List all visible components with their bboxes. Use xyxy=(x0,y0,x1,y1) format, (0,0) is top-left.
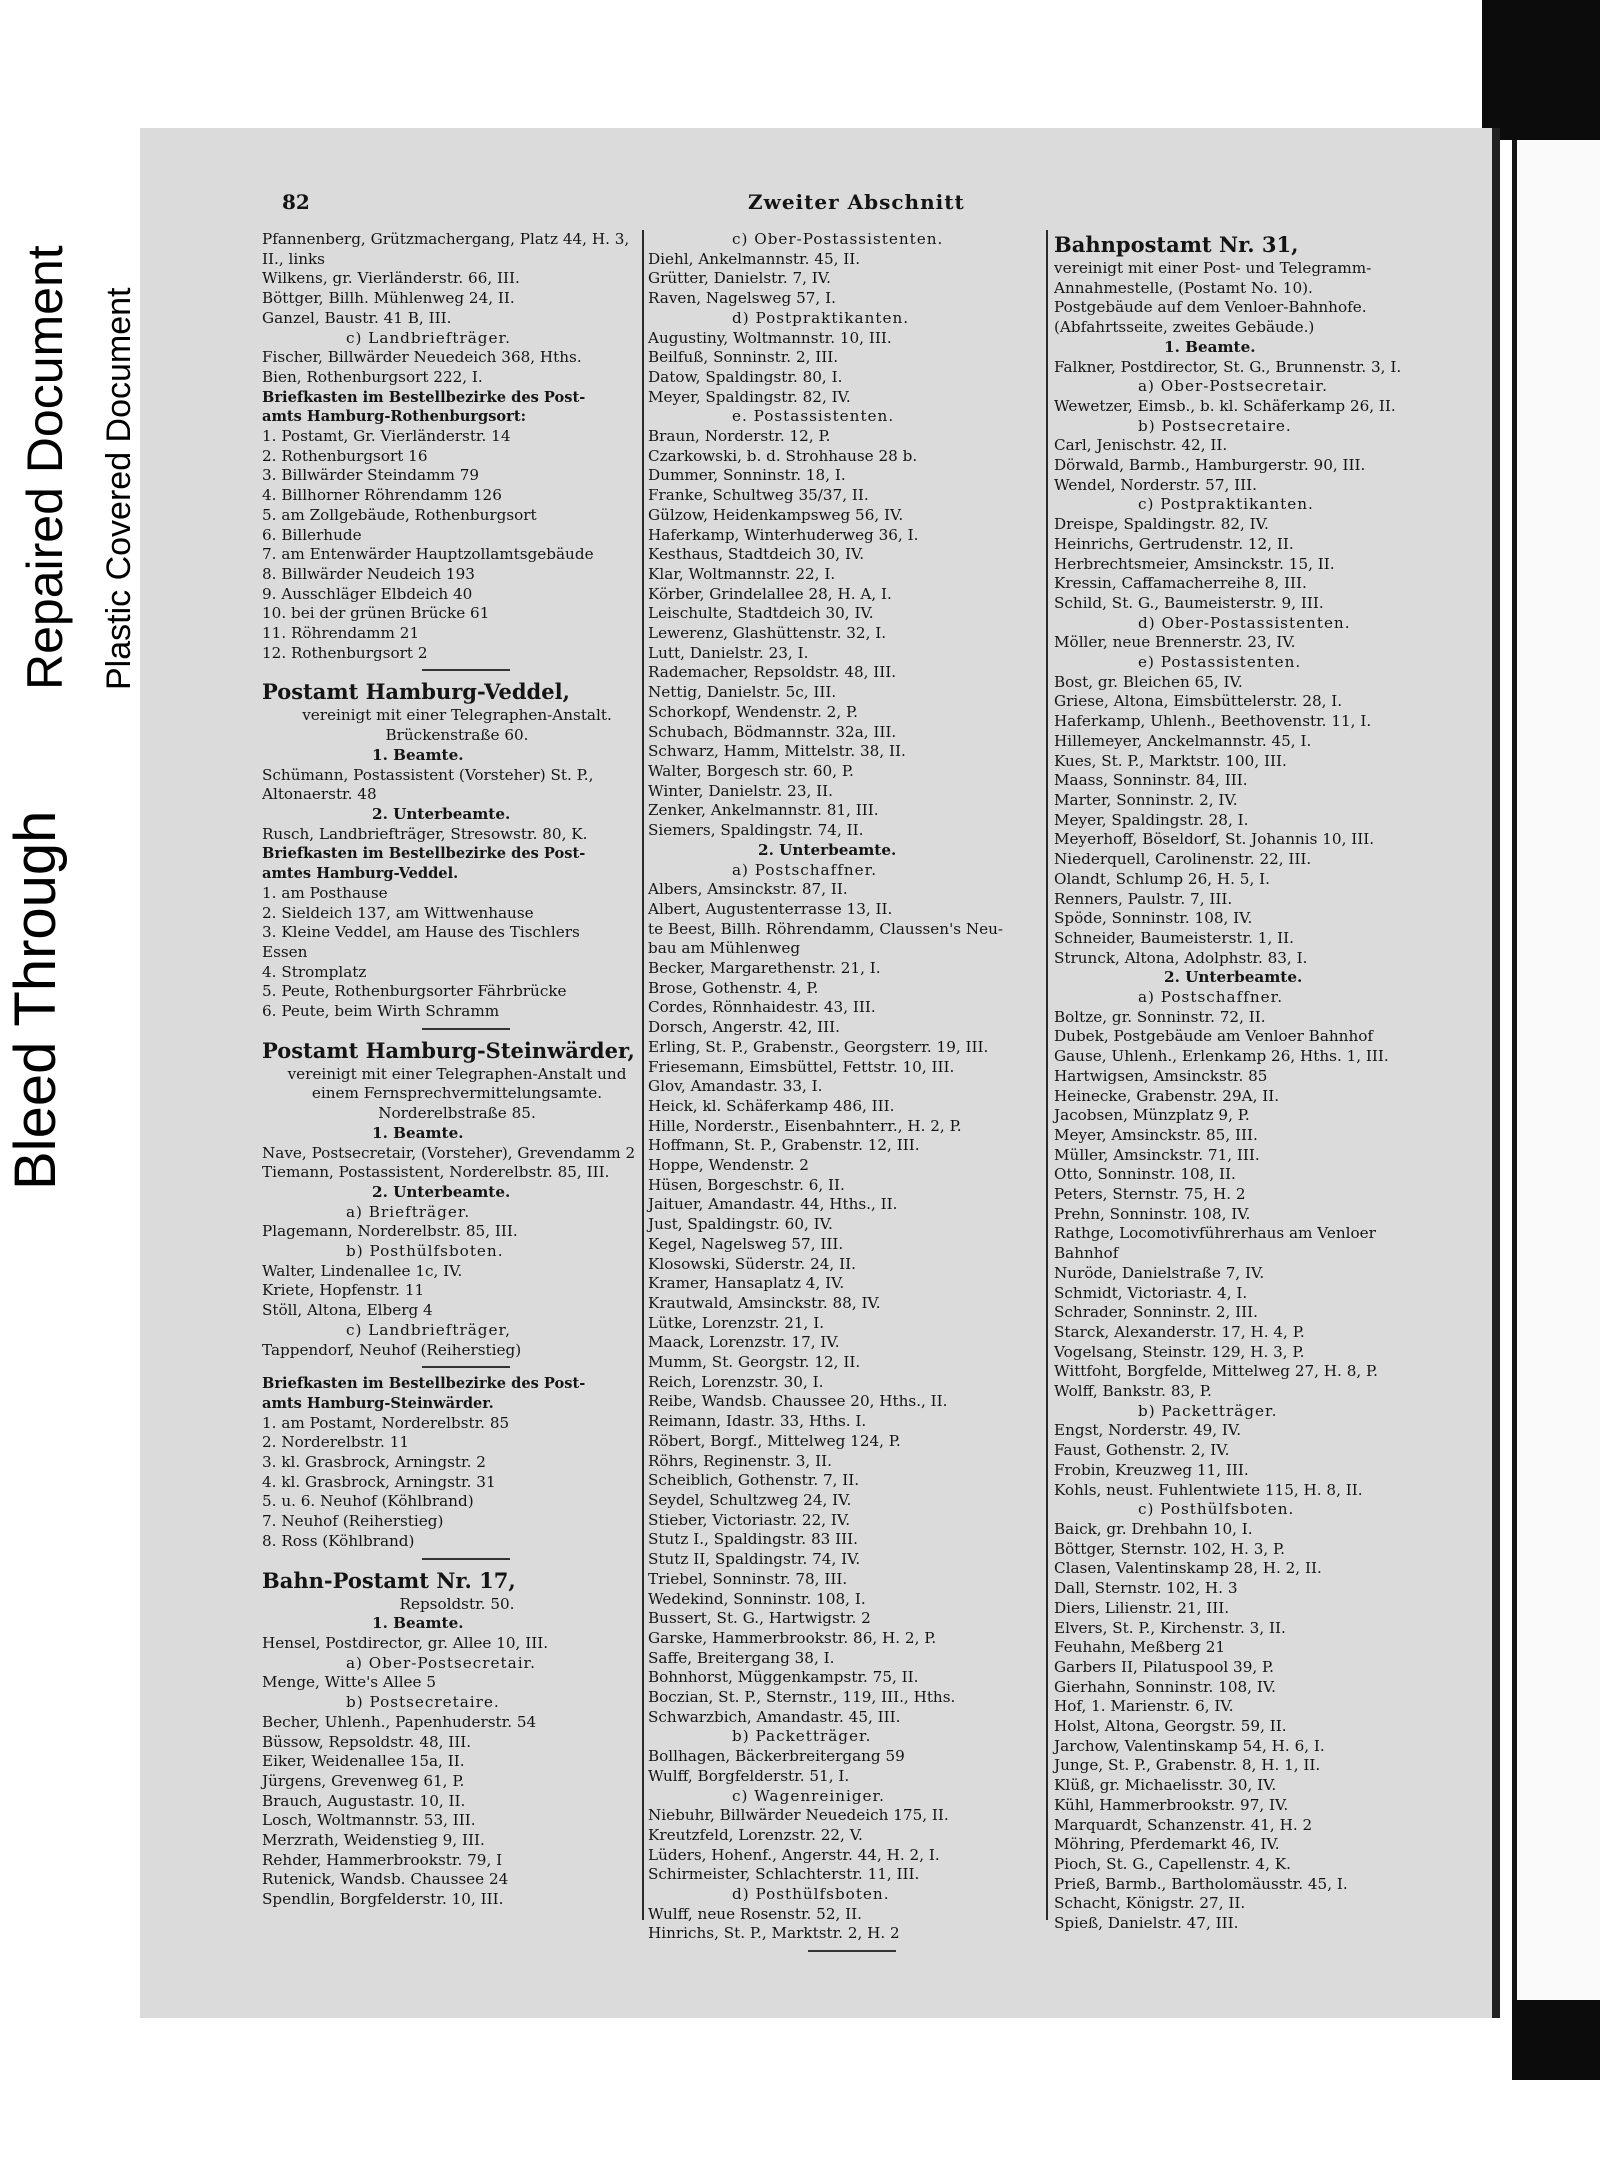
entry-line: Raven, Nagelsweg 57, I. xyxy=(648,289,836,308)
entry-line: Hartwigsen, Amsinckstr. 85 xyxy=(1054,1066,1268,1085)
entry-line: Wewetzer, Eimsb., b. kl. Schäferkamp 26, II. xyxy=(1054,396,1396,415)
entry-line: Triebel, Sonninstr. 78, III. xyxy=(648,1569,848,1588)
entry-line: II., links xyxy=(262,249,325,268)
entry-line: Datow, Spaldingstr. 80, I. xyxy=(648,367,843,386)
subsection-heading: b) Posthülfsboten. xyxy=(346,1242,504,1261)
entry-line: Franke, Schultweg 35/37, II. xyxy=(648,486,869,505)
entry-line: Peters, Sternstr. 75, H. 2 xyxy=(1054,1185,1246,1204)
entry-line: Cordes, Rönnhaidestr. 43, III. xyxy=(648,998,876,1017)
subsection-heading: a) Ober-Postsecretair. xyxy=(346,1653,536,1672)
entry-line: Grütter, Danielstr. 7, IV. xyxy=(648,269,831,288)
entry-line: Dreispe, Spaldingstr. 82, IV. xyxy=(1054,515,1269,534)
entry-line: 3. kl. Grasbrock, Arningstr. 2 xyxy=(262,1453,486,1472)
entry-line: Jacobsen, Münzplatz 9, P. xyxy=(1054,1106,1250,1125)
entry-line: Boczian, St. P., Sternstr., 119, III., Hths. xyxy=(648,1688,956,1707)
section-divider xyxy=(422,669,510,671)
subsection-heading: c) Posthülfsboten. xyxy=(1138,1500,1295,1519)
entry-line: Strunck, Altona, Adolphstr. 83, I. xyxy=(1054,948,1308,967)
subsection-heading: b) Postsecretaire. xyxy=(1138,416,1292,435)
subsection-heading: a) Briefträger. xyxy=(346,1202,471,1221)
entry-line: Glov, Amandastr. 33, I. xyxy=(648,1077,823,1096)
entry-line: Niebuhr, Billwärder Neuedeich 175, II. xyxy=(648,1806,949,1825)
entry-line: Rehder, Hammerbrookstr. 79, I xyxy=(262,1850,503,1869)
entry-line: Bollhagen, Bäckerbreitergang 59 xyxy=(648,1747,905,1766)
entry-line: Büssow, Repsoldstr. 48, III. xyxy=(262,1732,472,1751)
entry-line: Schmidt, Victoriastr. 4, I. xyxy=(1054,1283,1248,1302)
entry-line: Spendlin, Borgfelderstr. 10, III. xyxy=(262,1890,504,1909)
entry-line: 8. Ross (Köhlbrand) xyxy=(262,1531,415,1550)
entry-line: Kressin, Caffamacherreihe 8, III. xyxy=(1054,574,1307,593)
entry-line: Dall, Sternstr. 102, H. 3 xyxy=(1054,1579,1238,1598)
entry-line: Bussert, St. G., Hartwigstr. 2 xyxy=(648,1609,871,1628)
entry-line: Schubach, Bödmannstr. 32a, III. xyxy=(648,722,897,741)
entry-line: Prieß, Barmb., Bartholomäusstr. 45, I. xyxy=(1054,1874,1348,1893)
entry-line: 6. Peute, beim Wirth Schramm xyxy=(262,1002,500,1021)
entry-line: Pioch, St. G., Capellenstr. 4, K. xyxy=(1054,1854,1291,1873)
entry-line: Czarkowski, b. d. Strohhause 28 b. xyxy=(648,446,918,465)
entry-line: Diehl, Ankelmannstr. 45, II. xyxy=(648,249,861,268)
entry-line: 3. Kleine Veddel, am Hause des Tischlers xyxy=(262,923,580,942)
letterbox-heading: Briefkasten im Bestellbezirke des Post- xyxy=(262,845,586,863)
entry-line: bau am Mühlenweg xyxy=(648,939,801,958)
entry-line: Becker, Margarethenstr. 21, I. xyxy=(648,959,881,978)
entry-line: Hille, Norderstr., Eisenbahnterr., H. 2, P. xyxy=(648,1116,962,1135)
entry-line: Schrader, Sonninstr. 2, III. xyxy=(1054,1303,1258,1322)
section-heading: 1. Beamte. xyxy=(372,745,464,764)
subsection-heading: c) Postpraktikanten. xyxy=(1138,495,1314,514)
entry-line: Erling, St. P., Grabenstr., Georgsterr. 19, III. xyxy=(648,1037,989,1056)
entry-line: Wulff, Borgfelderstr. 51, I. xyxy=(648,1766,850,1785)
entry-line: Becher, Uhlenh., Papenhuderstr. 54 xyxy=(262,1712,537,1731)
subsection-heading: d) Postpraktikanten. xyxy=(732,308,910,327)
entry-line: Klar, Woltmannstr. 22, I. xyxy=(648,564,836,583)
entry-line: Wilkens, gr. Vierländerstr. 66, III. xyxy=(262,269,520,288)
section-note: vereinigt mit einer Telegraphen-Anstalt und xyxy=(287,1064,627,1083)
subsection-heading: a) Ober-Postsecretair. xyxy=(1138,377,1328,396)
section-heading: 1. Beamte. xyxy=(372,1123,464,1142)
entry-line: Diers, Lilienstr. 21, III. xyxy=(1054,1598,1230,1617)
entry-line: Möhring, Pferdemarkt 46, IV. xyxy=(1054,1835,1280,1854)
entry-line: Bahnhof xyxy=(1054,1244,1119,1263)
subsection-heading: d) Posthülfsboten. xyxy=(732,1885,890,1904)
entry-line: Faust, Gothenstr. 2, IV. xyxy=(1054,1441,1230,1460)
entry-line: Reimann, Idastr. 33, Hths. I. xyxy=(648,1412,867,1431)
entry-line: Marter, Sonninstr. 2, IV. xyxy=(1054,790,1238,809)
subsection-heading: b) Packetträger. xyxy=(1138,1401,1278,1420)
entry-line: Eiker, Weidenallee 15a, II. xyxy=(262,1752,465,1771)
entry-line: 12. Rothenburgsort 2 xyxy=(262,643,428,662)
entry-line: Griese, Altona, Eimsbüttelerstr. 28, I. xyxy=(1054,692,1343,711)
entry-line: Schild, St. G., Baumeisterstr. 9, III. xyxy=(1054,593,1324,612)
label-plastic-covered-document: Plastic Covered Document xyxy=(100,287,138,690)
entry-line: Kohls, neust. Fuhlentwiete 115, H. 8, II. xyxy=(1054,1480,1363,1499)
entry-line: Annahmestelle, (Postamt No. 10). xyxy=(1054,278,1313,297)
subsection-heading: a) Postschaffner. xyxy=(732,860,878,879)
entry-line: vereinigt mit einer Post- und Telegramm- xyxy=(1054,259,1372,277)
entry-line: Hinrichs, St. P., Marktstr. 2, H. 2 xyxy=(648,1924,900,1943)
entry-line: Hoppe, Wendenstr. 2 xyxy=(648,1156,809,1175)
entry-line: Menge, Witte's Allee 5 xyxy=(262,1673,437,1692)
entry-line: Clasen, Valentinskamp 28, H. 2, II. xyxy=(1054,1559,1322,1578)
entry-line: Gülzow, Heidenkampsweg 56, IV. xyxy=(648,505,904,524)
section-title: Postamt Hamburg-Steinwärder, xyxy=(262,1037,635,1063)
entry-line: Leischulte, Stadtdeich 30, IV. xyxy=(648,604,874,623)
entry-line: Pfannenberg, Grützmachergang, Platz 44, H. 3, xyxy=(262,230,630,248)
entry-line: Elvers, St. P., Kirchenstr. 3, II. xyxy=(1054,1618,1286,1637)
entry-line: Bost, gr. Bleichen 65, IV. xyxy=(1054,672,1243,691)
entry-line: Merzrath, Weidenstieg 9, III. xyxy=(262,1831,485,1850)
scanner-edge-top xyxy=(1482,0,1600,140)
label-bleed-through: Bleed Through xyxy=(3,810,68,1190)
entry-line: Haferkamp, Winterhuderweg 36, I. xyxy=(648,525,919,544)
entry-line: 3. Billwärder Steindamm 79 xyxy=(262,466,480,485)
letterbox-heading: amts Hamburg-Rothenburgsort: xyxy=(262,408,526,426)
section-note: einem Fernsprechvermittelungsamte. xyxy=(311,1084,603,1103)
section-heading: 2. Unterbeamte. xyxy=(372,804,511,823)
entry-line: 1. Postamt, Gr. Vierländerstr. 14 xyxy=(262,427,511,446)
entry-line: Bohnhorst, Müggenkampstr. 75, II. xyxy=(648,1668,919,1687)
section-note: Repsoldstr. 50. xyxy=(399,1594,515,1613)
entry-line: Stutz II, Spaldingstr. 74, IV. xyxy=(648,1550,861,1569)
subsection-heading: e) Postassistenten. xyxy=(1138,653,1302,672)
entry-line: Möller, neue Brennerstr. 23, IV. xyxy=(1054,633,1296,652)
entry-line: Postgebäude auf dem Venloer-Bahnhofe. xyxy=(1054,298,1367,317)
entry-line: Jarchow, Valentinskamp 54, H. 6, I. xyxy=(1054,1736,1325,1755)
entry-line: Just, Spaldingstr. 60, IV. xyxy=(648,1215,833,1234)
entry-line: Renners, Paulstr. 7, III. xyxy=(1054,889,1233,908)
entry-line: Kues, St. P., Marktstr. 100, III. xyxy=(1054,751,1287,770)
entry-line: 4. kl. Grasbrock, Arningstr. 31 xyxy=(262,1472,496,1491)
entry-line: Meyerhoff, Böseldorf, St. Johannis 10, III. xyxy=(1054,830,1375,849)
letterbox-heading: Briefkasten im Bestellbezirke des Post- xyxy=(262,388,586,406)
subsection-heading: b) Postsecretaire. xyxy=(346,1693,500,1712)
entry-line: Meyer, Amsinckstr. 85, III. xyxy=(1054,1125,1258,1144)
entry-line: Hoffmann, St. P., Grabenstr. 12, III. xyxy=(648,1136,920,1155)
entry-line: Niederquell, Carolinenstr. 22, III. xyxy=(1054,850,1312,869)
entry-line: Marquardt, Schanzenstr. 41, H. 2 xyxy=(1054,1815,1313,1834)
entry-line: Augustiny, Woltmannstr. 10, III. xyxy=(648,328,892,347)
subsection-heading: c) Landbriefträger, xyxy=(346,1320,511,1339)
column-3 xyxy=(1054,230,1574,1934)
subsection-heading: d) Ober-Postassistenten. xyxy=(1138,613,1351,632)
entry-line: Reich, Lorenzstr. 30, I. xyxy=(648,1372,824,1391)
section-heading: 2. Unterbeamte. xyxy=(758,840,897,859)
entry-line: Hof, 1. Marienstr. 6, IV. xyxy=(1054,1697,1234,1716)
subsection-heading: a) Postschaffner. xyxy=(1138,988,1284,1007)
entry-line: Walter, Borgesch str. 60, P. xyxy=(648,761,854,780)
subsection-heading: b) Packetträger. xyxy=(732,1727,872,1746)
entry-line: Lüders, Hohenf., Angerstr. 44, H. 2, I. xyxy=(648,1845,940,1864)
entry-line: Stieber, Victoriastr. 22, IV. xyxy=(648,1510,851,1529)
entry-line: Bien, Rothenburgsort 222, I. xyxy=(262,367,483,386)
entry-line: Heinecke, Grabenstr. 29A, II. xyxy=(1054,1086,1280,1105)
entry-line: 10. bei der grünen Brücke 61 xyxy=(262,604,490,623)
entry-line: Schirmeister, Schlachterstr. 11, III. xyxy=(648,1865,920,1884)
entry-line: Schneider, Baumeisterstr. 1, II. xyxy=(1054,928,1294,947)
entry-line: 5. Peute, Rothenburgsorter Fährbrücke xyxy=(262,982,567,1001)
entry-line: Kramer, Hansaplatz 4, IV. xyxy=(648,1274,845,1293)
entry-line: Wolff, Bankstr. 83, P. xyxy=(1054,1382,1212,1401)
entry-line: Stöll, Altona, Elberg 4 xyxy=(262,1301,433,1320)
document-page xyxy=(140,128,1500,2018)
entry-line: Otto, Sonninstr. 108, II. xyxy=(1054,1165,1236,1184)
subsection-heading: c) Landbriefträger. xyxy=(346,328,511,347)
entry-line: Fischer, Billwärder Neuedeich 368, Hths. xyxy=(262,348,582,367)
entry-line: Saffe, Breitergang 38, I. xyxy=(648,1648,835,1667)
entry-line: Spieß, Danielstr. 47, III. xyxy=(1054,1914,1239,1933)
entry-line: 1. am Posthause xyxy=(262,883,388,902)
entry-line: Kegel, Nagelsweg 57, III. xyxy=(648,1234,844,1253)
entry-line: 6. Billerhude xyxy=(262,525,362,544)
entry-line: 1. am Postamt, Norderelbstr. 85 xyxy=(262,1413,510,1432)
subsection-heading: c) Wagenreiniger. xyxy=(732,1786,885,1805)
letterbox-heading: amtes Hamburg-Veddel. xyxy=(262,865,459,883)
entry-line: Rutenick, Wandsb. Chaussee 24 xyxy=(262,1870,509,1889)
entry-line: Müller, Amsinckstr. 71, III. xyxy=(1054,1145,1260,1164)
entry-line: 7. am Entenwärder Hauptzollamtsgebäude xyxy=(262,545,594,564)
entry-line: Lütke, Lorenzstr. 21, I. xyxy=(648,1313,825,1332)
entry-line: Friesemann, Eimsbüttel, Fettstr. 10, III. xyxy=(648,1057,955,1076)
entry-line: 11. Röhrendamm 21 xyxy=(262,624,420,643)
entry-line: Brose, Gothenstr. 4, P. xyxy=(648,978,819,997)
entry-line: Meyer, Spaldingstr. 28, I. xyxy=(1054,810,1249,829)
section-note: Norderelbstraße 85. xyxy=(378,1104,536,1123)
entry-line: Heick, kl. Schäferkamp 486, III. xyxy=(648,1096,895,1115)
section-note: vereinigt mit einer Telegraphen-Anstalt. xyxy=(302,706,612,725)
entry-line: Dorsch, Angerstr. 42, III. xyxy=(648,1018,840,1037)
entry-line: Ganzel, Baustr. 41 B, III. xyxy=(262,308,452,327)
entry-line: Seydel, Schultzweg 24, IV. xyxy=(648,1491,852,1509)
entry-line: Körber, Grindelallee 28, H. A, I. xyxy=(648,584,892,603)
entry-line: Winter, Danielstr. 23, II. xyxy=(648,781,833,800)
entry-line: Siemers, Spaldingstr. 74, II. xyxy=(648,821,864,840)
entry-line: Meyer, Spaldingstr. 82, IV. xyxy=(648,387,851,406)
entry-line: 2. Norderelbstr. 11 xyxy=(262,1433,410,1452)
entry-line: Garske, Hammerbrookstr. 86, H. 2, P. xyxy=(648,1628,937,1647)
entry-line: Starck, Alexanderstr. 17, H. 4, P. xyxy=(1054,1322,1305,1341)
entry-line: Zenker, Ankelmannstr. 81, III. xyxy=(648,801,879,820)
entry-line: Heinrichs, Gertrudenstr. 12, II. xyxy=(1054,534,1294,553)
entry-line: Böttger, Sternstr. 102, H. 3, P. xyxy=(1054,1539,1285,1558)
entry-line: Lutt, Danielstr. 23, I. xyxy=(648,643,809,662)
entry-line: Scheiblich, Gothenstr. 7, II. xyxy=(648,1471,860,1490)
entry-line: 8. Billwärder Neudeich 193 xyxy=(262,564,475,583)
entry-line: Maack, Lorenzstr. 17, IV. xyxy=(648,1333,840,1352)
entry-line: Tiemann, Postassistent, Norderelbstr. 85, III. xyxy=(262,1163,610,1182)
entry-line: Gause, Uhlenh., Erlenkamp 26, Hths. 1, III. xyxy=(1054,1047,1389,1066)
entry-line: Herbrechtsmeier, Amsinckstr. 15, II. xyxy=(1054,554,1335,573)
entry-line: Nettig, Danielstr. 5c, III. xyxy=(648,683,837,702)
entry-line: Haferkamp, Uhlenh., Beethovenstr. 11, I. xyxy=(1054,712,1372,731)
entry-line: Dubek, Postgebäude am Venloer Bahnhof xyxy=(1054,1027,1374,1046)
entry-line: Jaituer, Amandastr. 44, Hths., II. xyxy=(648,1195,898,1214)
entry-line: Hüsen, Borgeschstr. 6, II. xyxy=(648,1175,845,1194)
entry-line: Tappendorf, Neuhof (Reiherstieg) xyxy=(262,1340,522,1359)
label-repaired-document: Repaired Document xyxy=(17,245,73,690)
entry-line: Kesthaus, Stadtdeich 30, IV. xyxy=(648,545,865,564)
entry-line: Losch, Woltmannstr. 53, III. xyxy=(262,1811,476,1830)
entry-line: 4. Billhorner Röhrendamm 126 xyxy=(262,486,502,505)
section-heading: 1. Beamte. xyxy=(1164,337,1256,356)
entry-line: Engst, Norderstr. 49, IV. xyxy=(1054,1421,1242,1440)
entry-line: Junge, St. P., Grabenstr. 8, H. 1, II. xyxy=(1054,1756,1321,1775)
running-title: Zweiter Abschnitt xyxy=(748,190,965,214)
entry-line: 2. Rothenburgsort 16 xyxy=(262,446,428,465)
section-title: Bahn-Postamt Nr. 17, xyxy=(262,1567,516,1593)
entry-line: Garbers II, Pilatuspool 39, P. xyxy=(1054,1657,1275,1676)
entry-line: Hensel, Postdirector, gr. Allee 10, III. xyxy=(262,1634,549,1652)
section-divider xyxy=(422,1366,510,1368)
entry-line: Brauch, Augustastr. 10, II. xyxy=(262,1791,466,1810)
section-heading: 2. Unterbeamte. xyxy=(372,1182,511,1201)
section-heading: 1. Beamte. xyxy=(372,1614,464,1633)
entry-line: Walter, Lindenallee 1c, IV. xyxy=(262,1261,463,1280)
entry-line: Reibe, Wandsb. Chaussee 20, Hths., II. xyxy=(648,1392,948,1411)
letterbox-heading: amts Hamburg-Steinwärder. xyxy=(262,1394,494,1412)
entry-line: (Abfahrtsseite, zweites Gebäude.) xyxy=(1054,318,1315,337)
section-title: Postamt Hamburg-Veddel, xyxy=(262,679,570,705)
entry-line: Klüß, gr. Michaelisstr. 30, IV. xyxy=(1054,1776,1277,1795)
entry-line: Wedekind, Sonninstr. 108, I. xyxy=(648,1589,866,1608)
entry-line: Rademacher, Repsoldstr. 48, III. xyxy=(648,663,897,682)
entry-line: Carl, Jenischstr. 42, II. xyxy=(1054,436,1228,455)
entry-line: Spöde, Sonninstr. 108, IV. xyxy=(1054,909,1253,928)
entry-line: Krautwald, Amsinckstr. 88, IV. xyxy=(648,1293,881,1312)
side-labels xyxy=(0,0,160,1200)
entry-line: Kriete, Hopfenstr. 11 xyxy=(262,1281,425,1300)
entry-line: 2. Sieldeich 137, am Wittwenhause xyxy=(262,903,534,922)
entry-line: Albert, Augustenterrasse 13, II. xyxy=(648,899,893,918)
entry-line: Maass, Sonninstr. 84, III. xyxy=(1054,771,1248,790)
entry-line: Klosowski, Süderstr. 24, II. xyxy=(648,1254,856,1273)
entry-line: Nuröde, Danielstraße 7, IV. xyxy=(1054,1263,1265,1282)
entry-line: Feuhahn, Meßberg 21 xyxy=(1054,1638,1226,1657)
entry-line: Altonaerstr. 48 xyxy=(262,785,377,804)
entry-line: Kühl, Hammerbrookstr. 97, IV. xyxy=(1054,1795,1289,1814)
entry-line: Schacht, Königstr. 27, II. xyxy=(1054,1894,1246,1913)
section-note: Brückenstraße 60. xyxy=(385,726,529,745)
entry-line: Baick, gr. Drehbahn 10, I. xyxy=(1054,1520,1253,1538)
entry-line: Holst, Altona, Georgstr. 59, II. xyxy=(1054,1717,1287,1736)
entry-line: 5. am Zollgebäude, Rothenburgsort xyxy=(262,505,537,524)
entry-line: Dummer, Sonninstr. 18, I. xyxy=(648,466,846,485)
entry-line: Schwarz, Hamm, Mittelstr. 38, II. xyxy=(648,742,906,761)
entry-line: Rusch, Landbriefträger, Stresowstr. 80, K. xyxy=(262,824,588,843)
entry-line: Schorkopf, Wendenstr. 2, P. xyxy=(648,702,858,721)
entry-line: Braun, Norderstr. 12, P. xyxy=(648,427,831,446)
entry-line: Schwarzbich, Amandastr. 45, III. xyxy=(648,1707,901,1726)
entry-line: Kreutzfeld, Lorenzstr. 22, V. xyxy=(648,1825,863,1844)
entry-line: Rathge, Locomotivführerhaus am Venloer xyxy=(1054,1224,1376,1243)
subsection-heading: e. Postassistenten. xyxy=(732,407,895,426)
entry-line: Röhrs, Reginenstr. 3, II. xyxy=(648,1451,832,1470)
entry-line: Plagemann, Norderelbstr. 85, III. xyxy=(262,1222,518,1241)
entry-line: Essen xyxy=(262,942,308,961)
page-number: 82 xyxy=(282,190,310,214)
entry-line: 4. Stromplatz xyxy=(262,962,367,981)
entry-line: Boltze, gr. Sonninstr. 72, II. xyxy=(1054,1007,1266,1026)
subsection-heading: c) Ober-Postassistenten. xyxy=(732,230,944,248)
entry-line: Olandt, Schlump 26, H. 5, I. xyxy=(1054,869,1270,888)
entry-line: Falkner, Postdirector, St. G., Brunnenstr. 3, I. xyxy=(1054,357,1402,376)
entry-line: 9. Ausschläger Elbdeich 40 xyxy=(262,584,473,603)
entry-line: Gierhahn, Sonninstr. 108, IV. xyxy=(1054,1677,1276,1696)
entry-line: Stutz I., Spaldingstr. 83 III. xyxy=(648,1530,858,1549)
entry-line: Frobin, Kreuzweg 11, III. xyxy=(1054,1460,1249,1479)
entry-line: Beilfuß, Sonninstr. 2, III. xyxy=(648,348,839,367)
section-heading: 2. Unterbeamte. xyxy=(1164,968,1303,987)
entry-line: Wittfoht, Borgfelde, Mittelweg 27, H. 8, P. xyxy=(1054,1362,1378,1381)
entry-line: Lewerenz, Glashüttenstr. 32, I. xyxy=(648,624,887,643)
entry-line: Jürgens, Grevenweg 61, P. xyxy=(262,1771,465,1790)
entry-line: Schümann, Postassistent (Vorsteher) St. P., xyxy=(262,765,594,784)
entry-line: Nave, Postsecretair, (Vorsteher), Grevendamm 2 xyxy=(262,1143,636,1162)
entry-line: 5. u. 6. Neuhof (Köhlbrand) xyxy=(262,1492,474,1511)
letterbox-heading: Briefkasten im Bestellbezirke des Post- xyxy=(262,1375,586,1393)
entry-line: Hillemeyer, Anckelmannstr. 45, I. xyxy=(1054,731,1312,750)
section-divider xyxy=(422,1028,510,1030)
entry-line: Vogelsang, Steinstr. 129, H. 3, P. xyxy=(1054,1342,1305,1361)
section-divider xyxy=(808,1950,896,1952)
entry-line: Prehn, Sonninstr. 108, IV. xyxy=(1054,1204,1251,1223)
entry-line: te Beest, Billh. Röhrendamm, Claussen's Neu- xyxy=(648,919,1004,938)
entry-line: Albers, Amsinckstr. 87, II. xyxy=(648,880,848,899)
entry-line: Dörwald, Barmb., Hamburgerstr. 90, III. xyxy=(1054,456,1366,475)
section-title: Bahnpostamt Nr. 31, xyxy=(1054,232,1299,257)
entry-line: Röbert, Borgf., Mittelweg 124, P. xyxy=(648,1431,901,1450)
entry-line: Wendel, Norderstr. 57, III. xyxy=(1054,475,1257,494)
entry-line: Mumm, St. Georgstr. 12, II. xyxy=(648,1353,861,1372)
entry-line: Böttger, Billh. Mühlenweg 24, II. xyxy=(262,289,515,308)
scanner-edge-bottom xyxy=(1512,2000,1600,2080)
entry-line: Wulff, neue Rosenstr. 52, II. xyxy=(648,1904,862,1923)
section-divider xyxy=(422,1558,510,1560)
entry-line: 7. Neuhof (Reiherstieg) xyxy=(262,1512,444,1531)
